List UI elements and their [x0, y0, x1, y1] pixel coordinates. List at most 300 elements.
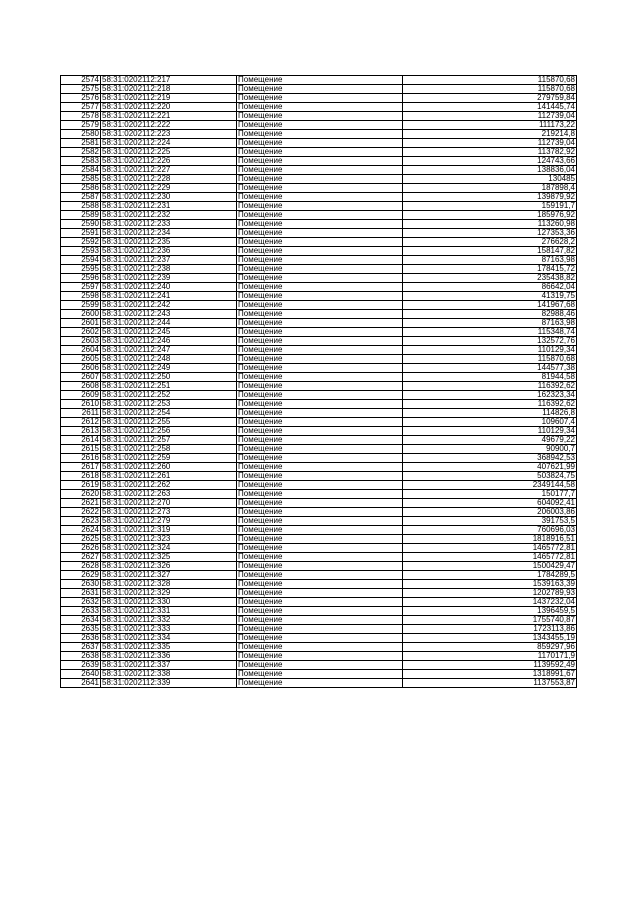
- row-number-cell: 2575: [61, 85, 101, 94]
- table-row: [61, 292, 577, 301]
- row-number-cell: 2589: [61, 211, 101, 220]
- table-row: [61, 175, 577, 184]
- cadastral-number-cell: 58:31:0202112:217: [101, 76, 237, 85]
- cadastral-number-cell: 58:31:0202112:230: [101, 193, 237, 202]
- table-row: [61, 436, 577, 445]
- row-number-cell: 2616: [61, 454, 101, 463]
- table-row: [61, 562, 577, 571]
- cadastral-number-cell: 58:31:0202112:236: [101, 247, 237, 256]
- object-type-cell: Помещение: [237, 571, 403, 580]
- table-row: [61, 130, 577, 139]
- object-type-cell: Помещение: [237, 598, 403, 607]
- object-type-cell: Помещение: [237, 103, 403, 112]
- row-number-cell: 2622: [61, 508, 101, 517]
- cadastral-number-cell: 58:31:0202112:325: [101, 553, 237, 562]
- row-number-cell: 2628: [61, 562, 101, 571]
- object-type-cell: Помещение: [237, 292, 403, 301]
- cadastral-value-cell: 2349144,58: [403, 481, 577, 490]
- cadastral-number-cell: 58:31:0202112:249: [101, 364, 237, 373]
- object-type-cell: Помещение: [237, 184, 403, 193]
- table-row: [61, 238, 577, 247]
- cadastral-number-cell: 58:31:0202112:279: [101, 517, 237, 526]
- cadastral-number-cell: 58:31:0202112:229: [101, 184, 237, 193]
- cadastral-value-cell: 110129,34: [403, 346, 577, 355]
- table-row: [61, 598, 577, 607]
- cadastral-value-cell: 139879,92: [403, 193, 577, 202]
- cadastral-value-cell: 162323,34: [403, 391, 577, 400]
- cadastral-number-cell: 58:31:0202112:246: [101, 337, 237, 346]
- table-row: [61, 139, 577, 148]
- cadastral-number-cell: 58:31:0202112:233: [101, 220, 237, 229]
- row-number-cell: 2590: [61, 220, 101, 229]
- object-type-cell: Помещение: [237, 643, 403, 652]
- cadastral-number-cell: 58:31:0202112:338: [101, 670, 237, 679]
- row-number-cell: 2574: [61, 76, 101, 85]
- cadastral-value-cell: 1465772,81: [403, 553, 577, 562]
- cadastral-value-cell: 114826,8: [403, 409, 577, 418]
- cadastral-number-cell: 58:31:0202112:244: [101, 319, 237, 328]
- cadastral-number-cell: 58:31:0202112:250: [101, 373, 237, 382]
- table-row: [61, 607, 577, 616]
- object-type-cell: Помещение: [237, 454, 403, 463]
- cadastral-value-cell: 279759,84: [403, 94, 577, 103]
- row-number-cell: 2604: [61, 346, 101, 355]
- object-type-cell: Помещение: [237, 238, 403, 247]
- table-row: [61, 157, 577, 166]
- row-number-cell: 2602: [61, 328, 101, 337]
- object-type-cell: Помещение: [237, 229, 403, 238]
- cadastral-value-cell: 138836,04: [403, 166, 577, 175]
- cadastral-number-cell: 58:31:0202112:270: [101, 499, 237, 508]
- row-number-cell: 2587: [61, 193, 101, 202]
- table-row: [61, 112, 577, 121]
- table-row: [61, 256, 577, 265]
- object-type-cell: Помещение: [237, 526, 403, 535]
- object-type-cell: Помещение: [237, 355, 403, 364]
- table-row: [61, 652, 577, 661]
- cadastral-number-cell: 58:31:0202112:273: [101, 508, 237, 517]
- object-type-cell: Помещение: [237, 166, 403, 175]
- cadastral-value-cell: 150177,7: [403, 490, 577, 499]
- cadastral-number-cell: 58:31:0202112:241: [101, 292, 237, 301]
- row-number-cell: 2640: [61, 670, 101, 679]
- cadastral-value-cell: 49679,22: [403, 436, 577, 445]
- cadastral-number-cell: 58:31:0202112:330: [101, 598, 237, 607]
- object-type-cell: Помещение: [237, 76, 403, 85]
- table-row: [61, 634, 577, 643]
- row-number-cell: 2591: [61, 229, 101, 238]
- object-type-cell: Помещение: [237, 112, 403, 121]
- table-row: [61, 265, 577, 274]
- object-type-cell: Помещение: [237, 391, 403, 400]
- cadastral-value-cell: 503824,75: [403, 472, 577, 481]
- cadastral-number-cell: 58:31:0202112:258: [101, 445, 237, 454]
- table-row: [61, 211, 577, 220]
- table-row: [61, 535, 577, 544]
- table-row: [61, 517, 577, 526]
- cadastral-number-cell: 58:31:0202112:255: [101, 418, 237, 427]
- table-row: [61, 328, 577, 337]
- row-number-cell: 2601: [61, 319, 101, 328]
- object-type-cell: Помещение: [237, 247, 403, 256]
- table-row: [61, 445, 577, 454]
- cadastral-number-cell: 58:31:0202112:242: [101, 301, 237, 310]
- cadastral-number-cell: 58:31:0202112:225: [101, 148, 237, 157]
- cadastral-value-cell: 87163,98: [403, 319, 577, 328]
- cadastral-number-cell: 58:31:0202112:332: [101, 616, 237, 625]
- row-number-cell: 2614: [61, 436, 101, 445]
- table-row: [61, 472, 577, 481]
- row-number-cell: 2586: [61, 184, 101, 193]
- row-number-cell: 2577: [61, 103, 101, 112]
- cadastral-number-cell: 58:31:0202112:331: [101, 607, 237, 616]
- table-row: [61, 202, 577, 211]
- cadastral-number-cell: 58:31:0202112:245: [101, 328, 237, 337]
- cadastral-number-cell: 58:31:0202112:226: [101, 157, 237, 166]
- row-number-cell: 2634: [61, 616, 101, 625]
- cadastral-number-cell: 58:31:0202112:224: [101, 139, 237, 148]
- object-type-cell: Помещение: [237, 364, 403, 373]
- object-type-cell: Помещение: [237, 553, 403, 562]
- object-type-cell: Помещение: [237, 418, 403, 427]
- object-type-cell: Помещение: [237, 148, 403, 157]
- cadastral-number-cell: 58:31:0202112:333: [101, 625, 237, 634]
- table-row: [61, 454, 577, 463]
- cadastral-number-cell: 58:31:0202112:256: [101, 427, 237, 436]
- cadastral-value-cell: 859297,96: [403, 643, 577, 652]
- row-number-cell: 2609: [61, 391, 101, 400]
- cadastral-number-cell: 58:31:0202112:235: [101, 238, 237, 247]
- object-type-cell: Помещение: [237, 310, 403, 319]
- table-row: [61, 364, 577, 373]
- row-number-cell: 2613: [61, 427, 101, 436]
- row-number-cell: 2599: [61, 301, 101, 310]
- object-type-cell: Помещение: [237, 589, 403, 598]
- cadastral-value-cell: 1137553,87: [403, 679, 577, 688]
- row-number-cell: 2621: [61, 499, 101, 508]
- object-type-cell: Помещение: [237, 283, 403, 292]
- object-type-cell: Помещение: [237, 193, 403, 202]
- cadastral-number-cell: 58:31:0202112:220: [101, 103, 237, 112]
- cadastral-value-cell: 132572,76: [403, 337, 577, 346]
- cadastral-number-cell: 58:31:0202112:335: [101, 643, 237, 652]
- cadastral-value-cell: 185976,92: [403, 211, 577, 220]
- cadastral-value-cell: 276628,2: [403, 238, 577, 247]
- object-type-cell: Помещение: [237, 427, 403, 436]
- table-row: [61, 274, 577, 283]
- cadastral-value-cell: 90900,7: [403, 445, 577, 454]
- cadastral-number-cell: 58:31:0202112:227: [101, 166, 237, 175]
- cadastral-value-cell: 111173,22: [403, 121, 577, 130]
- row-number-cell: 2585: [61, 175, 101, 184]
- cadastral-number-cell: 58:31:0202112:262: [101, 481, 237, 490]
- table-row: [61, 85, 577, 94]
- cadastral-value-cell: 144577,38: [403, 364, 577, 373]
- cadastral-value-cell: 178415,72: [403, 265, 577, 274]
- table-row: [61, 463, 577, 472]
- cadastral-number-cell: 58:31:0202112:260: [101, 463, 237, 472]
- row-number-cell: 2618: [61, 472, 101, 481]
- cadastral-value-cell: 1755740,87: [403, 616, 577, 625]
- object-type-cell: Помещение: [237, 139, 403, 148]
- table-row: [61, 229, 577, 238]
- object-type-cell: Помещение: [237, 472, 403, 481]
- table-row: [61, 571, 577, 580]
- table-row: [61, 544, 577, 553]
- cadastral-value-cell: 116392,62: [403, 382, 577, 391]
- object-type-cell: Помещение: [237, 517, 403, 526]
- row-number-cell: 2588: [61, 202, 101, 211]
- row-number-cell: 2606: [61, 364, 101, 373]
- row-number-cell: 2579: [61, 121, 101, 130]
- object-type-cell: Помещение: [237, 409, 403, 418]
- cadastral-value-cell: 127353,36: [403, 229, 577, 238]
- property-table: [60, 75, 577, 688]
- table-row: [61, 553, 577, 562]
- table-row: [61, 283, 577, 292]
- row-number-cell: 2615: [61, 445, 101, 454]
- cadastral-value-cell: 141445,74: [403, 103, 577, 112]
- cadastral-number-cell: 58:31:0202112:324: [101, 544, 237, 553]
- row-number-cell: 2624: [61, 526, 101, 535]
- table-row: [61, 481, 577, 490]
- table-row: [61, 103, 577, 112]
- row-number-cell: 2635: [61, 625, 101, 634]
- table-row: [61, 490, 577, 499]
- row-number-cell: 2627: [61, 553, 101, 562]
- cadastral-number-cell: 58:31:0202112:257: [101, 436, 237, 445]
- cadastral-number-cell: 58:31:0202112:336: [101, 652, 237, 661]
- row-number-cell: 2625: [61, 535, 101, 544]
- cadastral-value-cell: 604092,41: [403, 499, 577, 508]
- object-type-cell: Помещение: [237, 130, 403, 139]
- row-number-cell: 2617: [61, 463, 101, 472]
- cadastral-value-cell: 368942,53: [403, 454, 577, 463]
- table-row: [61, 580, 577, 589]
- cadastral-value-cell: 116392,62: [403, 400, 577, 409]
- row-number-cell: 2592: [61, 238, 101, 247]
- cadastral-value-cell: 1170171,9: [403, 652, 577, 661]
- table-row: [61, 418, 577, 427]
- cadastral-number-cell: 58:31:0202112:254: [101, 409, 237, 418]
- object-type-cell: Помещение: [237, 220, 403, 229]
- table-row: [61, 391, 577, 400]
- cadastral-value-cell: 1437232,04: [403, 598, 577, 607]
- table-row: [61, 661, 577, 670]
- cadastral-value-cell: 1784289,5: [403, 571, 577, 580]
- cadastral-number-cell: 58:31:0202112:323: [101, 535, 237, 544]
- table-row: [61, 319, 577, 328]
- row-number-cell: 2597: [61, 283, 101, 292]
- object-type-cell: Помещение: [237, 634, 403, 643]
- table-row: [61, 148, 577, 157]
- row-number-cell: 2581: [61, 139, 101, 148]
- object-type-cell: Помещение: [237, 508, 403, 517]
- table-row: [61, 625, 577, 634]
- table-body: [61, 76, 577, 688]
- cadastral-value-cell: 1343455,19: [403, 634, 577, 643]
- table-row: [61, 247, 577, 256]
- cadastral-value-cell: 1318991,67: [403, 670, 577, 679]
- row-number-cell: 2633: [61, 607, 101, 616]
- table-row: [61, 679, 577, 688]
- cadastral-value-cell: 112739,04: [403, 139, 577, 148]
- table-row: [61, 670, 577, 679]
- cadastral-number-cell: 58:31:0202112:261: [101, 472, 237, 481]
- cadastral-number-cell: 58:31:0202112:251: [101, 382, 237, 391]
- object-type-cell: Помещение: [237, 94, 403, 103]
- row-number-cell: 2620: [61, 490, 101, 499]
- cadastral-number-cell: 58:31:0202112:222: [101, 121, 237, 130]
- cadastral-value-cell: 159191,7: [403, 202, 577, 211]
- row-number-cell: 2598: [61, 292, 101, 301]
- cadastral-number-cell: 58:31:0202112:337: [101, 661, 237, 670]
- object-type-cell: Помещение: [237, 625, 403, 634]
- cadastral-number-cell: 58:31:0202112:253: [101, 400, 237, 409]
- cadastral-value-cell: 115348,74: [403, 328, 577, 337]
- object-type-cell: Помещение: [237, 544, 403, 553]
- cadastral-value-cell: 81944,58: [403, 373, 577, 382]
- cadastral-value-cell: 87163,98: [403, 256, 577, 265]
- cadastral-value-cell: 109607,4: [403, 418, 577, 427]
- row-number-cell: 2578: [61, 112, 101, 121]
- row-number-cell: 2612: [61, 418, 101, 427]
- object-type-cell: Помещение: [237, 319, 403, 328]
- object-type-cell: Помещение: [237, 301, 403, 310]
- cadastral-value-cell: 1539163,39: [403, 580, 577, 589]
- row-number-cell: 2583: [61, 157, 101, 166]
- row-number-cell: 2619: [61, 481, 101, 490]
- cadastral-value-cell: 41319,75: [403, 292, 577, 301]
- table-row: [61, 220, 577, 229]
- row-number-cell: 2636: [61, 634, 101, 643]
- row-number-cell: 2594: [61, 256, 101, 265]
- cadastral-number-cell: 58:31:0202112:339: [101, 679, 237, 688]
- table-row: [61, 643, 577, 652]
- row-number-cell: 2631: [61, 589, 101, 598]
- object-type-cell: Помещение: [237, 607, 403, 616]
- cadastral-value-cell: 1465772,81: [403, 544, 577, 553]
- cadastral-number-cell: 58:31:0202112:248: [101, 355, 237, 364]
- cadastral-value-cell: 1500429,47: [403, 562, 577, 571]
- row-number-cell: 2608: [61, 382, 101, 391]
- cadastral-value-cell: 86642,04: [403, 283, 577, 292]
- row-number-cell: 2639: [61, 661, 101, 670]
- row-number-cell: 2641: [61, 679, 101, 688]
- table-row: [61, 373, 577, 382]
- object-type-cell: Помещение: [237, 652, 403, 661]
- table-row: [61, 166, 577, 175]
- row-number-cell: 2610: [61, 400, 101, 409]
- cadastral-number-cell: 58:31:0202112:218: [101, 85, 237, 94]
- cadastral-number-cell: 58:31:0202112:243: [101, 310, 237, 319]
- row-number-cell: 2611: [61, 409, 101, 418]
- row-number-cell: 2595: [61, 265, 101, 274]
- object-type-cell: Помещение: [237, 463, 403, 472]
- cadastral-number-cell: 58:31:0202112:239: [101, 274, 237, 283]
- table-row: [61, 616, 577, 625]
- row-number-cell: 2629: [61, 571, 101, 580]
- object-type-cell: Помещение: [237, 121, 403, 130]
- cadastral-number-cell: 58:31:0202112:334: [101, 634, 237, 643]
- row-number-cell: 2596: [61, 274, 101, 283]
- cadastral-number-cell: 58:31:0202112:240: [101, 283, 237, 292]
- cadastral-number-cell: 58:31:0202112:329: [101, 589, 237, 598]
- object-type-cell: Помещение: [237, 481, 403, 490]
- row-number-cell: 2584: [61, 166, 101, 175]
- object-type-cell: Помещение: [237, 211, 403, 220]
- object-type-cell: Помещение: [237, 535, 403, 544]
- table-row: [61, 121, 577, 130]
- cadastral-value-cell: 206003,86: [403, 508, 577, 517]
- cadastral-value-cell: 187898,4: [403, 184, 577, 193]
- cadastral-value-cell: 1723113,86: [403, 625, 577, 634]
- row-number-cell: 2630: [61, 580, 101, 589]
- cadastral-value-cell: 141967,68: [403, 301, 577, 310]
- cadastral-value-cell: 219214,8: [403, 130, 577, 139]
- object-type-cell: Помещение: [237, 175, 403, 184]
- object-type-cell: Помещение: [237, 616, 403, 625]
- table-row: [61, 427, 577, 436]
- table-row: [61, 346, 577, 355]
- cadastral-number-cell: 58:31:0202112:228: [101, 175, 237, 184]
- table-row: [61, 589, 577, 598]
- cadastral-value-cell: 115870,68: [403, 76, 577, 85]
- row-number-cell: 2638: [61, 652, 101, 661]
- cadastral-value-cell: 82988,46: [403, 310, 577, 319]
- cadastral-number-cell: 58:31:0202112:223: [101, 130, 237, 139]
- row-number-cell: 2623: [61, 517, 101, 526]
- cadastral-number-cell: 58:31:0202112:263: [101, 490, 237, 499]
- object-type-cell: Помещение: [237, 382, 403, 391]
- table-row: [61, 382, 577, 391]
- cadastral-number-cell: 58:31:0202112:231: [101, 202, 237, 211]
- table-row: [61, 76, 577, 85]
- cadastral-number-cell: 58:31:0202112:327: [101, 571, 237, 580]
- cadastral-value-cell: 115870,68: [403, 355, 577, 364]
- cadastral-number-cell: 58:31:0202112:221: [101, 112, 237, 121]
- object-type-cell: Помещение: [237, 328, 403, 337]
- row-number-cell: 2637: [61, 643, 101, 652]
- cadastral-value-cell: 407621,99: [403, 463, 577, 472]
- row-number-cell: 2603: [61, 337, 101, 346]
- cadastral-value-cell: 124743,66: [403, 157, 577, 166]
- cadastral-value-cell: 113260,98: [403, 220, 577, 229]
- cadastral-value-cell: 1139592,49: [403, 661, 577, 670]
- object-type-cell: Помещение: [237, 85, 403, 94]
- cadastral-number-cell: 58:31:0202112:252: [101, 391, 237, 400]
- cadastral-number-cell: 58:31:0202112:259: [101, 454, 237, 463]
- cadastral-value-cell: 158147,82: [403, 247, 577, 256]
- object-type-cell: Помещение: [237, 562, 403, 571]
- row-number-cell: 2582: [61, 148, 101, 157]
- table-row: [61, 409, 577, 418]
- table-row: [61, 499, 577, 508]
- cadastral-number-cell: 58:31:0202112:328: [101, 580, 237, 589]
- cadastral-number-cell: 58:31:0202112:237: [101, 256, 237, 265]
- object-type-cell: Помещение: [237, 373, 403, 382]
- object-type-cell: Помещение: [237, 445, 403, 454]
- cadastral-value-cell: 391753,5: [403, 517, 577, 526]
- object-type-cell: Помещение: [237, 400, 403, 409]
- object-type-cell: Помещение: [237, 274, 403, 283]
- cadastral-value-cell: 130485: [403, 175, 577, 184]
- cadastral-value-cell: 1202789,93: [403, 589, 577, 598]
- cadastral-value-cell: 113782,92: [403, 148, 577, 157]
- table-row: [61, 184, 577, 193]
- object-type-cell: Помещение: [237, 670, 403, 679]
- cadastral-number-cell: 58:31:0202112:232: [101, 211, 237, 220]
